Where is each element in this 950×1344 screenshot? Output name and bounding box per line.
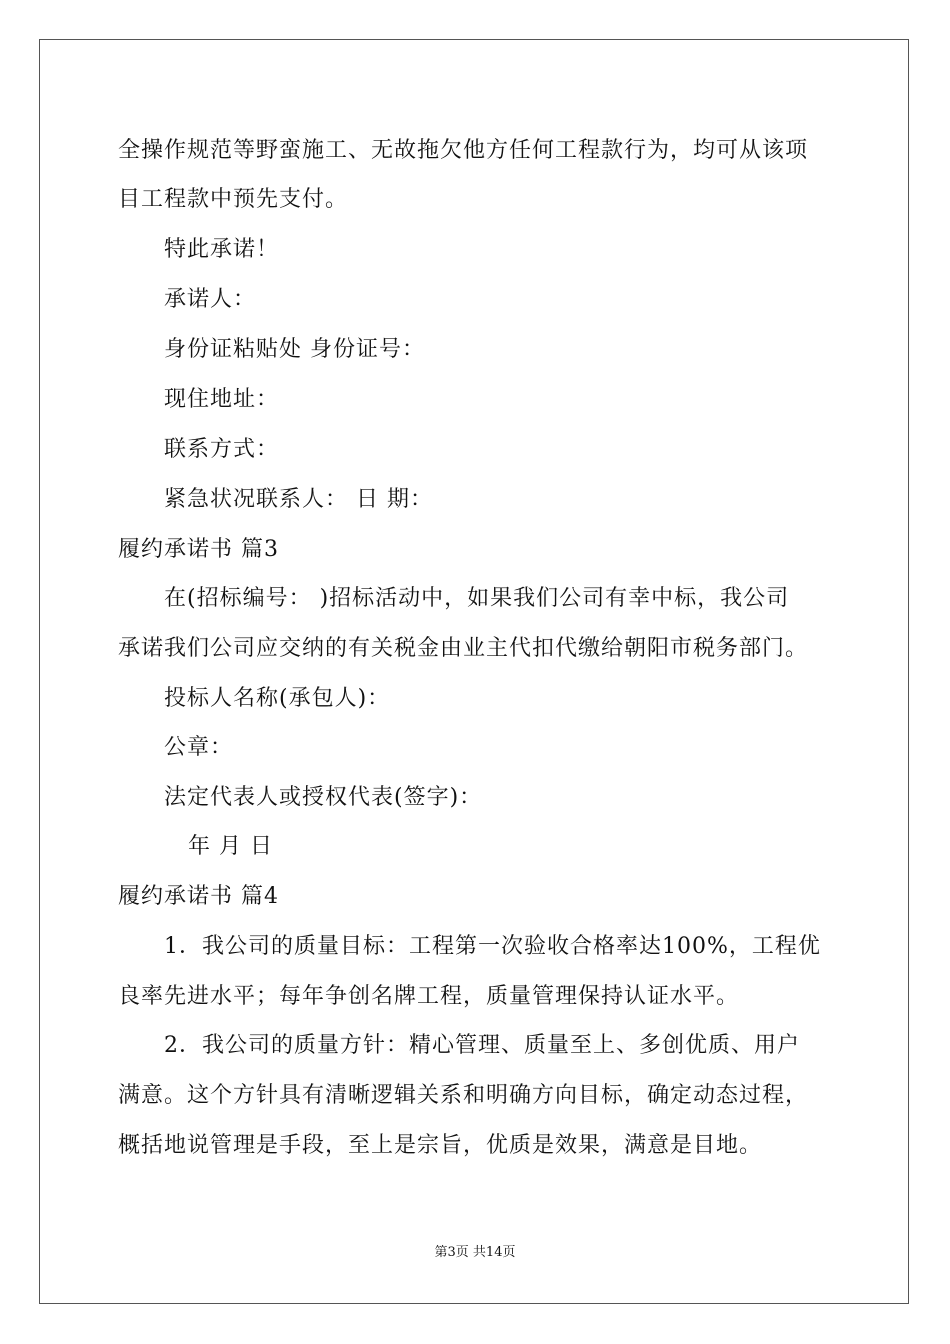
paragraph-line: 法定代表人或授权代表(签字)： [164,785,483,810]
date-line: 年 月 日 [188,834,273,859]
paragraph-line: 1．我公司的质量目标：工程第一次验收合格率达100%，工程优 [164,934,821,959]
paragraph-line: 满意。这个方针具有清晰逻辑关系和明确方向目标，确定动态过程， [118,1083,809,1108]
paragraph-line: 现住地址： [164,387,280,412]
paragraph-line: 2．我公司的质量方针：精心管理、质量至上、多创优质、用户 [164,1033,800,1058]
paragraph-line: 全操作规范等野蛮施工、无故拖欠他方任何工程款行为，均可从该项 [118,138,809,163]
page-footer: 第3页 共14页 [434,1245,516,1260]
paragraph-line: 公章： [164,735,234,760]
paragraph-line: 良率先进水平；每年争创名牌工程，质量管理保持认证水平。 [118,984,740,1009]
paragraph-line: 特此承诺！ [164,237,280,262]
paragraph-line: 目工程款中预先支付。 [118,187,349,212]
paragraph-line: 投标人名称(承包人)： [164,686,391,711]
section-heading: 履约承诺书 篇3 [118,537,279,562]
paragraph-line: 在(招标编号： )招标活动中，如果我们公司有幸中标，我公司 [164,586,790,611]
paragraph-line: 概括地说管理是手段，至上是宗旨，优质是效果，满意是目地。 [118,1133,763,1158]
paragraph-line: 承诺我们公司应交纳的有关税金由业主代扣代缴给朝阳市税务部门。 [118,636,809,661]
paragraph-line: 承诺人： [164,287,257,312]
page-border [39,39,909,1304]
paragraph-line: 联系方式： [164,437,280,462]
paragraph-line: 身份证粘贴处 身份证号： [164,337,425,362]
section-heading: 履约承诺书 篇4 [118,884,279,909]
paragraph-line: 紧急状况联系人： 日 期： [164,487,433,512]
